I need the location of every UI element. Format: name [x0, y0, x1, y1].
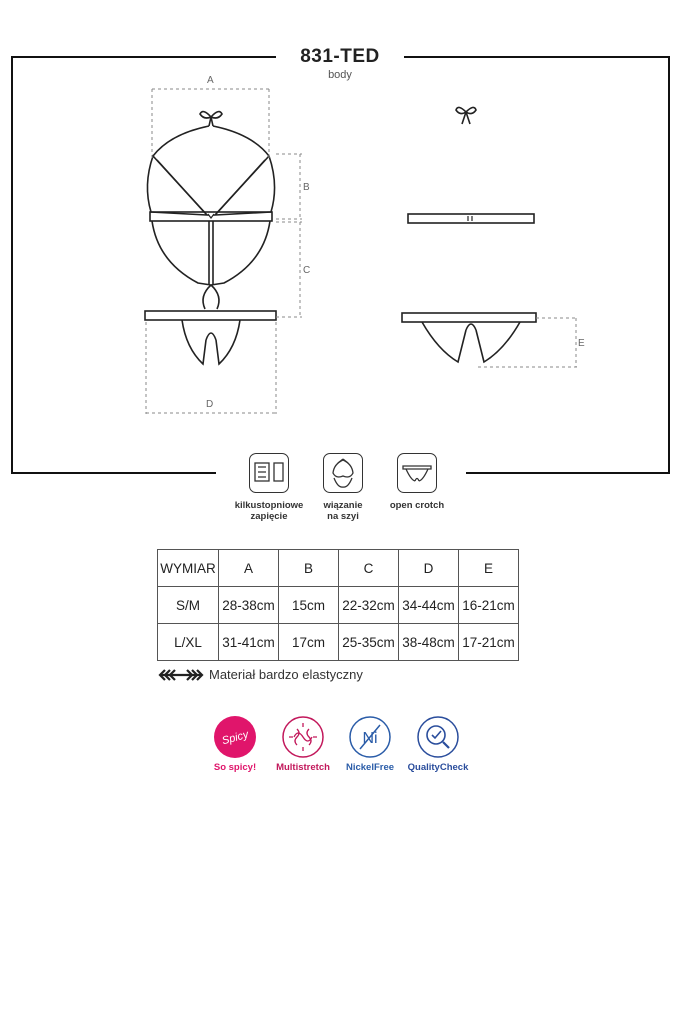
badge-label-qualitycheck: QualityCheck: [407, 762, 469, 773]
table-header-cell: D: [399, 550, 459, 587]
nickel-free-text: Ni: [362, 730, 378, 747]
table-cell: L/XL: [158, 624, 219, 661]
dim-b-label: B: [303, 182, 310, 193]
table-header-cell: C: [339, 550, 399, 587]
dim-c-line: [276, 222, 302, 317]
table-header-cell: B: [279, 550, 339, 587]
table-cell: 31-41cm: [219, 624, 279, 661]
table-header-cell: E: [459, 550, 519, 587]
front-body-right: [211, 221, 270, 285]
table-cell: 25-35cm: [339, 624, 399, 661]
table-cell: 22-32cm: [339, 587, 399, 624]
table-cell: 34-44cm: [399, 587, 459, 624]
open-crotch-icon: [397, 453, 437, 493]
table-row: [158, 587, 519, 624]
back-bottom-right: [476, 322, 520, 362]
multi-hook-clasp-icon: [249, 453, 289, 493]
halter-neck-icon: [323, 453, 363, 493]
product-code-title: 831-TED: [300, 46, 380, 67]
back-underbust-band: [408, 214, 534, 223]
dim-d-label: D: [206, 399, 214, 410]
back-waist-band: [402, 313, 536, 322]
front-bottom-left: [182, 320, 206, 364]
quality-check-icon: [416, 715, 460, 759]
table-cell: 15cm: [279, 587, 339, 624]
badge-label-multistretch: Multistretch: [276, 762, 330, 773]
front-bottom-right: [216, 320, 240, 364]
front-waist-band: [145, 311, 276, 320]
badge-label-nickelfree: NickelFree: [345, 762, 395, 773]
size-table: [157, 549, 519, 661]
front-body-left: [152, 221, 211, 285]
table-cell: 28-38cm: [219, 587, 279, 624]
badge-label-spicy: So spicy!: [213, 762, 257, 773]
spicy-badge-text: Spicy: [220, 728, 250, 748]
material-note: Materiał bardzo elastyczny: [209, 667, 363, 682]
table-cell: 38-48cm: [399, 624, 459, 661]
multistretch-icon: [281, 715, 325, 759]
table-row: [158, 624, 519, 661]
table-cell: 16-21cm: [459, 587, 519, 624]
dim-b-line: [276, 154, 302, 219]
dim-e-label: E: [578, 338, 585, 349]
feature-label-halter: wiązanie na szyi: [323, 500, 363, 522]
dim-a-label: A: [207, 75, 214, 86]
feature-label-clasp: kilkustopniowe zapięcie: [234, 500, 304, 522]
front-halter-strap-right: [213, 126, 269, 156]
back-bottom-left: [422, 322, 466, 362]
table-cell: 17-21cm: [459, 624, 519, 661]
dim-e-line: [478, 318, 578, 367]
feature-label-open-crotch: open crotch: [389, 500, 445, 511]
dim-c-label: C: [303, 265, 311, 276]
table-cell: S/M: [158, 587, 219, 624]
front-halter-strap-left: [153, 126, 209, 156]
front-neck-bow: [200, 112, 222, 126]
garment-diagram: [0, 0, 680, 480]
stretch-arrows-icon: [158, 668, 204, 682]
table-header-cell: WYMIAR: [158, 550, 219, 587]
front-center-strap: [209, 221, 213, 284]
product-type-subtitle: body: [328, 69, 352, 81]
table-cell: 17cm: [279, 624, 339, 661]
spicy-badge-icon: [213, 715, 257, 759]
dim-a-line: [152, 89, 269, 160]
nickel-free-icon: [348, 715, 392, 759]
back-neck-bow: [456, 107, 476, 124]
table-header-cell: A: [219, 550, 279, 587]
table-header-row: [158, 550, 519, 587]
